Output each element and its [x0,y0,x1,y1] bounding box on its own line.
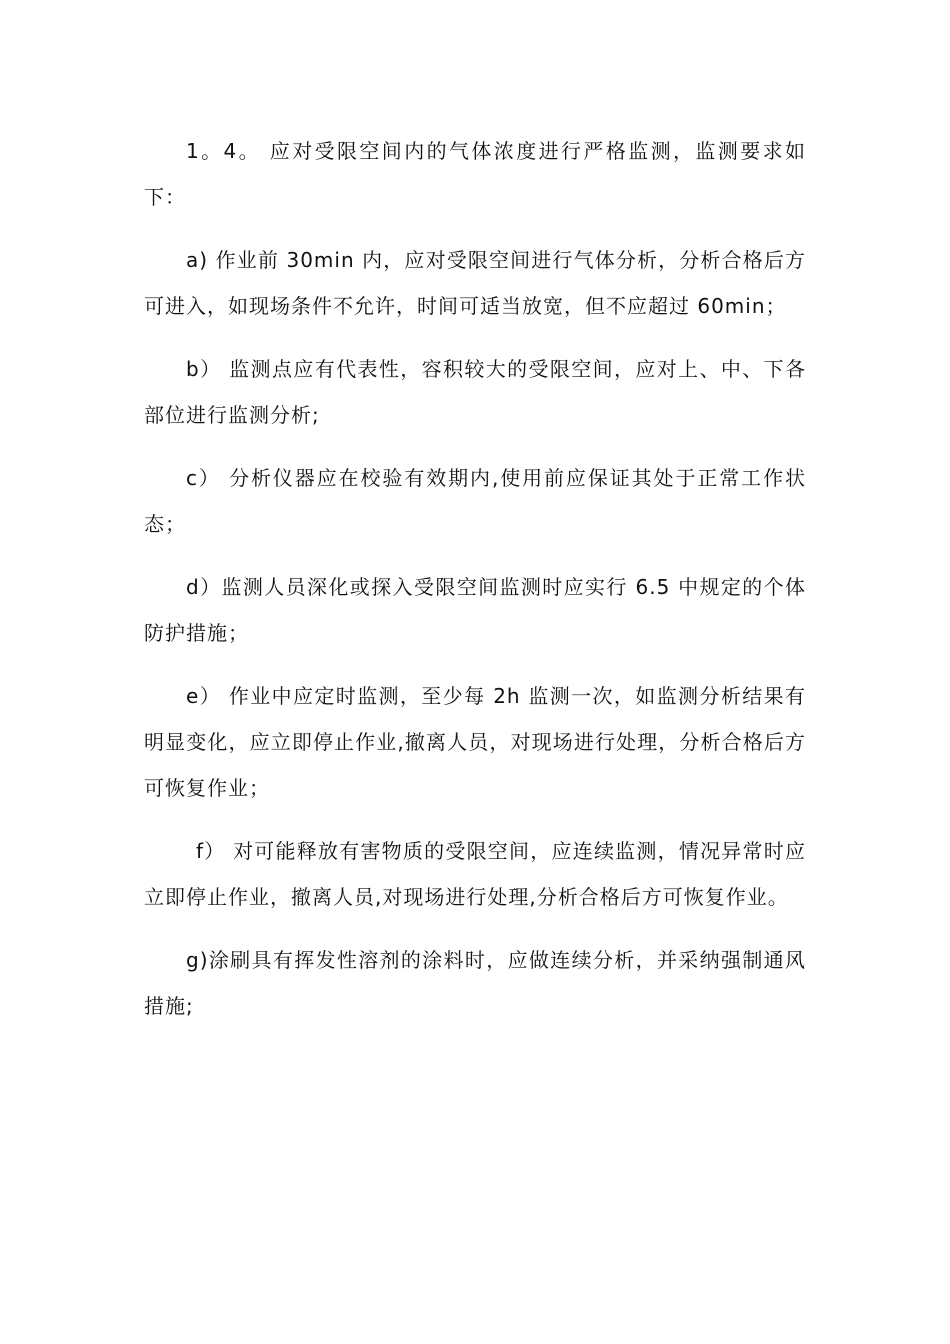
paragraph-item-c: c） 分析仪器应在校验有效期内,使用前应保证其处于正常工作状态； [144,466,806,536]
document-body [144,128,806,1046]
paragraph-item-b: b） 监测点应有代表性，容积较大的受限空间，应对上、中、下各部位进行监测分析; [144,357,806,427]
paragraph-item-g: g)涂刷具有挥发性溶剂的涂料时，应做连续分析，并采纳强制通风措施; [144,948,806,1018]
paragraph-item-e: e） 作业中应定时监测，至少每 2h 监测一次，如监测分析结果有明显变化，应立即停止作业,撤离人员，对现场进行处理，分析合格后方可恢复作业； [144,684,806,800]
paragraph-1-4-intro: 1。4。 应对受限空间内的气体浓度进行严格监测，监测要求如下： [144,139,806,209]
paragraph-item-a: a) 作业前 30min 内，应对受限空间进行气体分析，分析合格后方可进入，如现场条件不允许，时间可适当放宽，但不应超过 60min； [144,248,806,318]
paragraph-item-d: d）监测人员深化或探入受限空间监测时应实行 6.5 中规定的个体防护措施； [144,575,806,645]
paragraph-item-f: f） 对可能释放有害物质的受限空间，应连续监测，情况异常时应立即停止作业，撤离人员,对现场进行处理,分析合格后方可恢复作业。 [144,839,806,909]
